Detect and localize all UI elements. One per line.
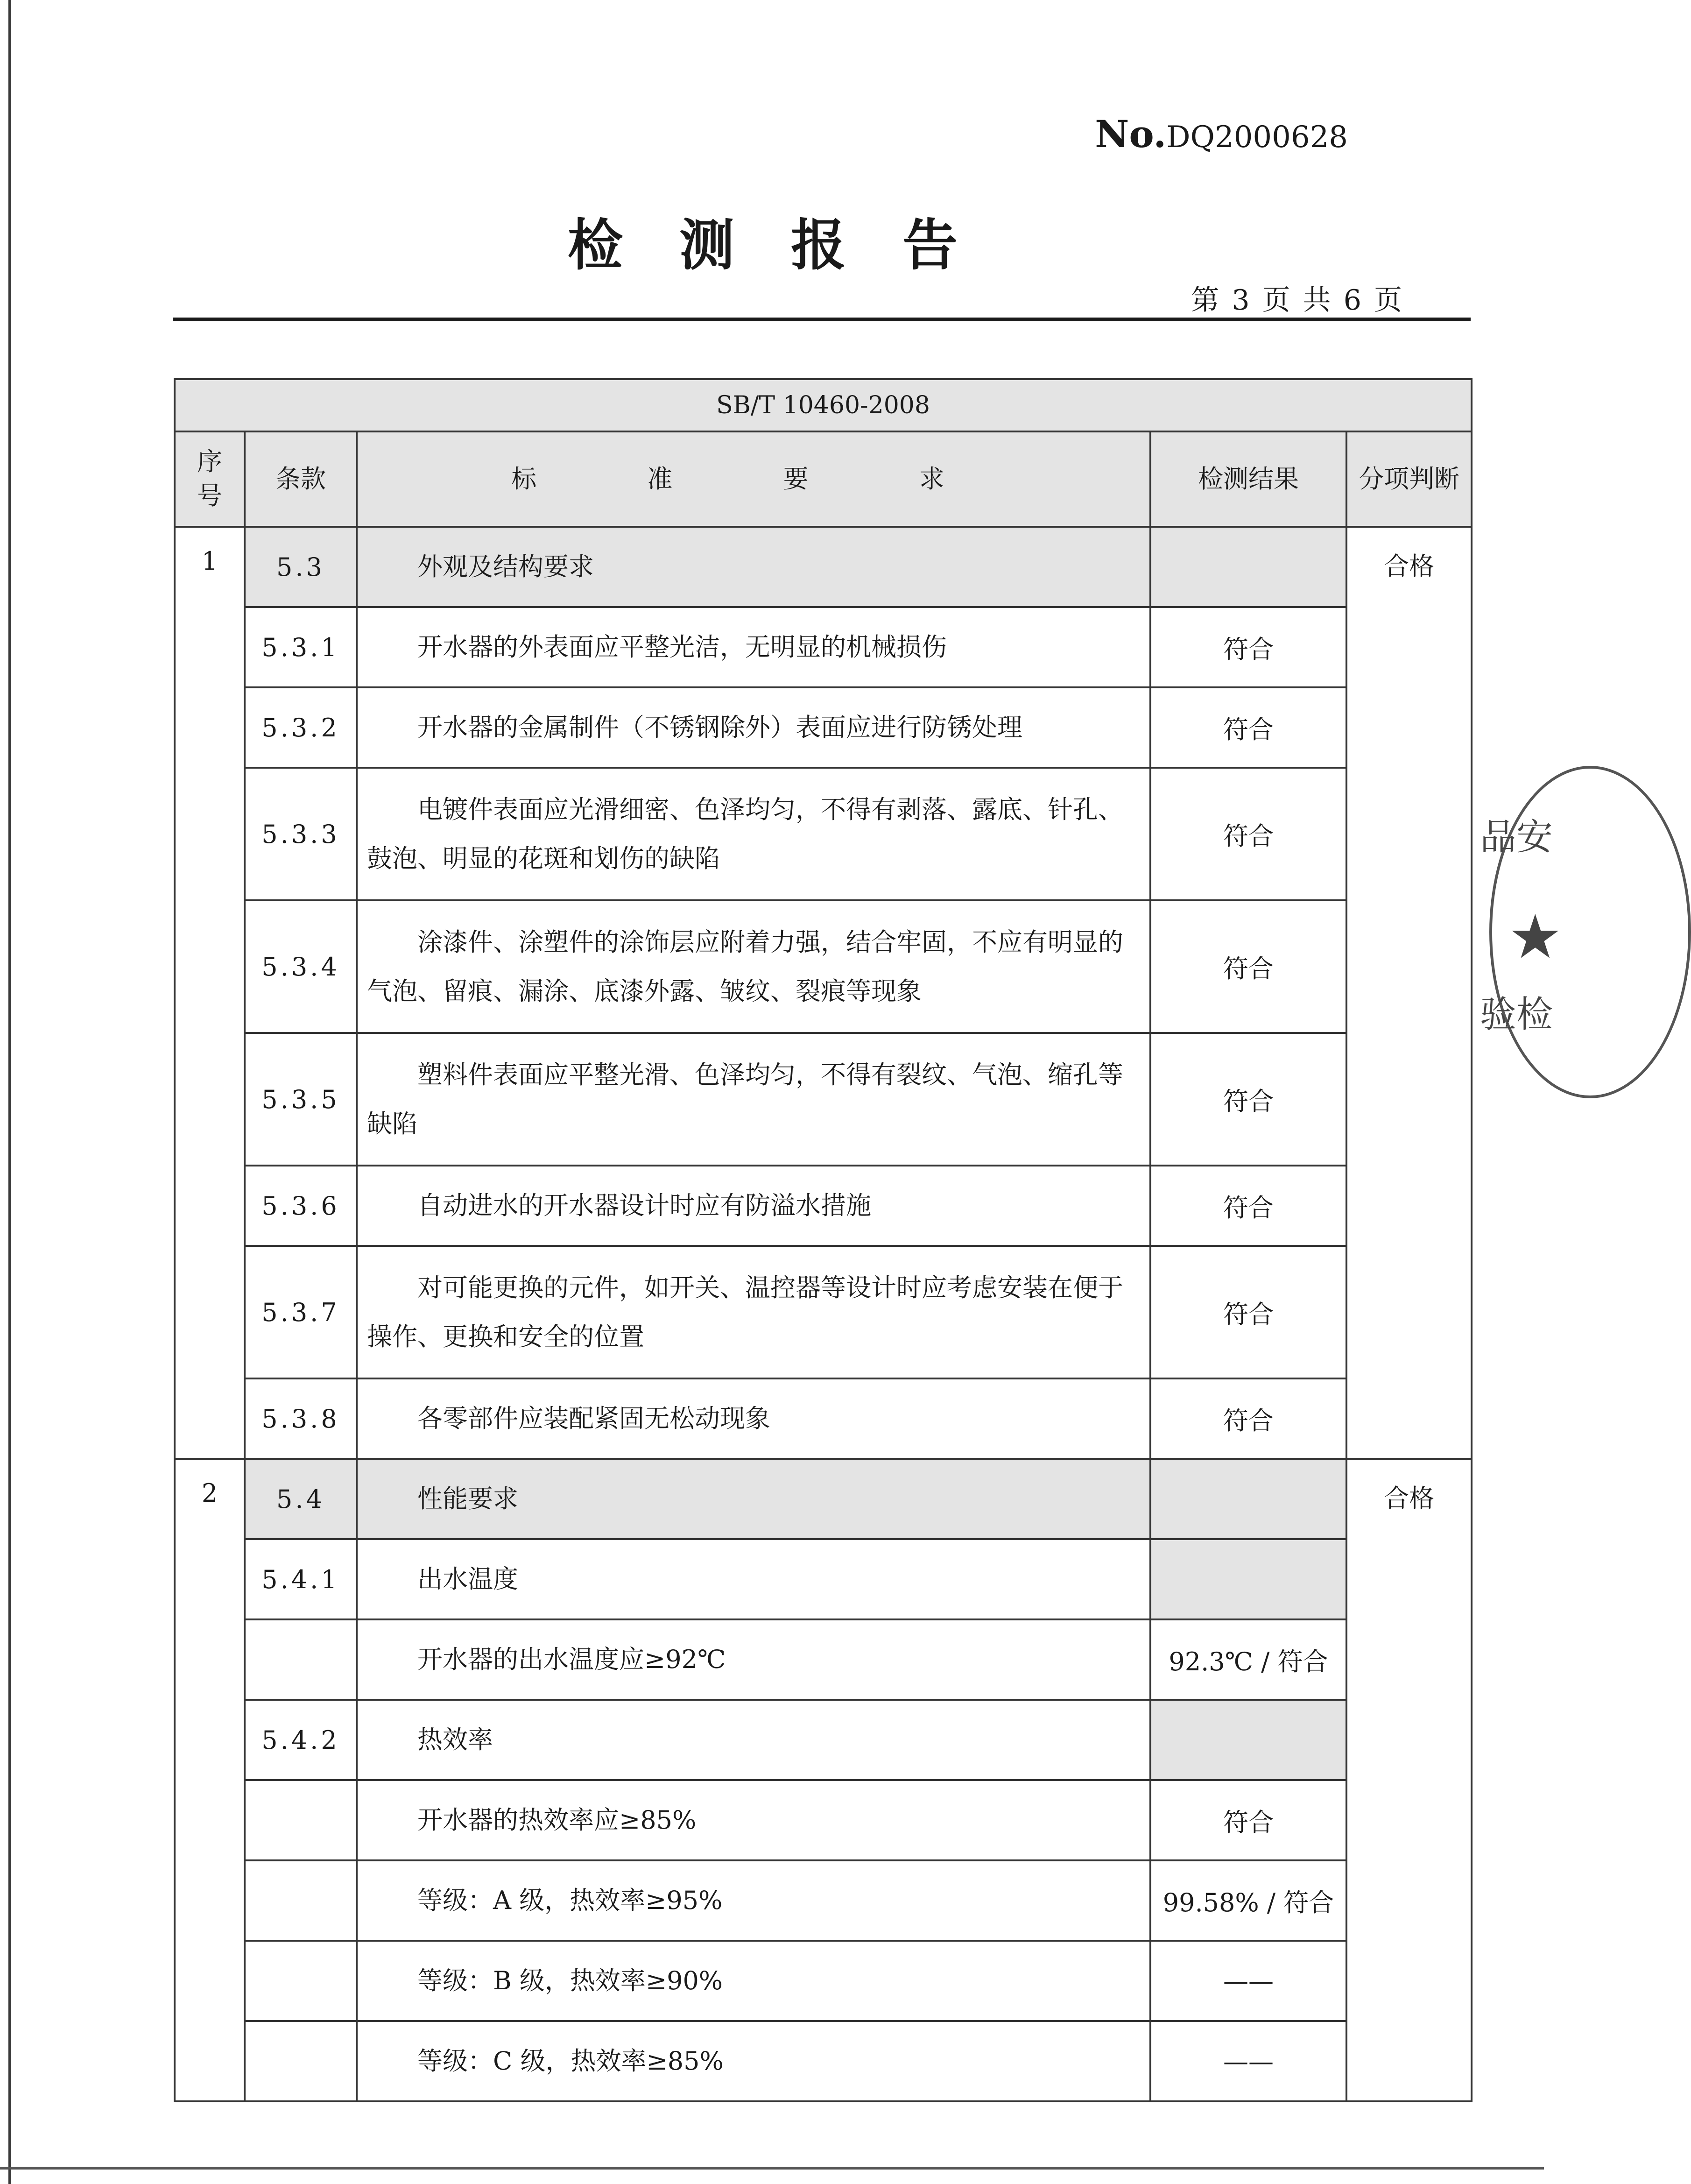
standard-row [175, 379, 1472, 431]
result-cell: 99.58% / 符合 [1150, 1860, 1346, 1941]
requirement-cell: 热效率 [357, 1700, 1150, 1780]
clause-cell [245, 1941, 357, 2021]
clause-cell: 5.4.1 [245, 1539, 357, 1619]
clause-cell: 5.3.2 [245, 687, 357, 768]
section-result-blank [1150, 527, 1346, 607]
section-seq: 1 [175, 527, 245, 1459]
col-header-clause: 条款 [245, 431, 357, 527]
clause-cell: 5.3.7 [245, 1246, 357, 1378]
clause-cell: 5.3.8 [245, 1378, 357, 1459]
table-row [175, 1539, 1472, 1619]
table-row [175, 1033, 1472, 1166]
requirement-cell: 电镀件表面应光滑细密、色泽均匀，不得有剥落、露底、针孔、鼓泡、明显的花斑和划伤的缺陷 [357, 768, 1150, 900]
requirement-cell: 出水温度 [357, 1539, 1150, 1619]
table-row [175, 687, 1472, 768]
col-header-judgement: 分项判断 [1346, 431, 1472, 527]
header-divider [173, 318, 1471, 321]
result-cell [1150, 1700, 1346, 1780]
seal-text-lower: 验检 [1480, 994, 1553, 1036]
table-row [175, 1246, 1472, 1378]
table-header-row [175, 431, 1472, 527]
table-row [175, 607, 1472, 687]
inspection-table [174, 378, 1473, 2102]
section-judgement: 合格 [1346, 1459, 1472, 2101]
clause-cell: 5.3.5 [245, 1033, 357, 1166]
table-row [175, 1941, 1472, 2021]
clause-cell: 5.4.2 [245, 1700, 357, 1780]
seal-text-upper: 品安 [1480, 816, 1553, 858]
clause-cell: 5.3.1 [245, 607, 357, 687]
result-cell: 符合 [1150, 1033, 1346, 1166]
result-cell: 符合 [1150, 900, 1346, 1033]
page-indicator: 第 3 页 共 6 页 [1191, 284, 1404, 317]
result-cell: 符合 [1150, 1378, 1346, 1459]
result-cell: 符合 [1150, 1780, 1346, 1860]
inspection-seal [1471, 766, 1611, 1093]
requirement-cell: 对可能更换的元件，如开关、温控器等设计时应考虑安装在便于操作、更换和安全的位置 [357, 1246, 1150, 1378]
table-row [175, 1619, 1472, 1700]
requirement-cell: 开水器的出水温度应≥92℃ [357, 1619, 1150, 1700]
standard-label: SB/T 10460-2008 [175, 379, 1472, 431]
table-row [175, 768, 1472, 900]
clause-cell [245, 1860, 357, 1941]
table-row [175, 900, 1472, 1033]
clause-cell: 5.3.6 [245, 1166, 357, 1246]
table-row [175, 1860, 1472, 1941]
col-header-requirement: 标 准 要 求 [357, 431, 1150, 527]
result-cell: 符合 [1150, 1166, 1346, 1246]
section-judgement: 合格 [1346, 527, 1472, 1459]
requirement-cell: 开水器的金属制件（不锈钢除外）表面应进行防锈处理 [357, 687, 1150, 768]
result-cell: —— [1150, 2021, 1346, 2101]
clause-cell [245, 2021, 357, 2101]
scan-edge-bottom [0, 2167, 1544, 2170]
requirement-cell: 涂漆件、涂塑件的涂饰层应附着力强，结合牢固，不应有明显的气泡、留痕、漏涂、底漆外露、皱纹、裂痕等现象 [357, 900, 1150, 1033]
report-number-value: DQ2000628 [1166, 120, 1348, 155]
report-number-prefix: No. [1095, 112, 1167, 156]
section-row [175, 1459, 1472, 1539]
result-cell: 符合 [1150, 687, 1346, 768]
section-title: 外观及结构要求 [357, 527, 1150, 607]
table-row [175, 1780, 1472, 1860]
seal-star-icon: ★ [1508, 901, 1563, 972]
requirement-cell: 塑料件表面应平整光滑、色泽均匀，不得有裂纹、气泡、缩孔等缺陷 [357, 1033, 1150, 1166]
requirement-cell: 等级：C 级，热效率≥85% [357, 2021, 1150, 2101]
clause-cell: 5.3.3 [245, 768, 357, 900]
table-row [175, 2021, 1472, 2101]
clause-cell [245, 1780, 357, 1860]
section-clause: 5.4 [245, 1459, 357, 1539]
requirement-cell: 自动进水的开水器设计时应有防溢水措施 [357, 1166, 1150, 1246]
col-header-result: 检测结果 [1150, 431, 1346, 527]
col-header-seq: 序号 [175, 431, 245, 527]
requirement-cell: 等级：B 级，热效率≥90% [357, 1941, 1150, 2021]
table-row [175, 1378, 1472, 1459]
clause-cell [245, 1619, 357, 1700]
clause-cell: 5.3.4 [245, 900, 357, 1033]
section-result-blank [1150, 1459, 1346, 1539]
table-row [175, 1700, 1472, 1780]
page-title: 检 测 报 告 [567, 212, 977, 277]
section-clause: 5.3 [245, 527, 357, 607]
result-cell: 符合 [1150, 607, 1346, 687]
result-cell [1150, 1539, 1346, 1619]
result-cell: —— [1150, 1941, 1346, 2021]
requirement-cell: 等级：A 级，热效率≥95% [357, 1860, 1150, 1941]
section-row [175, 527, 1472, 607]
section-seq: 2 [175, 1459, 245, 2101]
requirement-cell: 各零部件应装配紧固无松动现象 [357, 1378, 1150, 1459]
requirement-cell: 开水器的热效率应≥85% [357, 1780, 1150, 1860]
result-cell: 符合 [1150, 768, 1346, 900]
requirement-cell: 开水器的外表面应平整光洁，无明显的机械损伤 [357, 607, 1150, 687]
result-cell: 92.3℃ / 符合 [1150, 1619, 1346, 1700]
section-title: 性能要求 [357, 1459, 1150, 1539]
result-cell: 符合 [1150, 1246, 1346, 1378]
report-number [1095, 112, 1348, 156]
table-row [175, 1166, 1472, 1246]
scan-edge [8, 0, 11, 2184]
